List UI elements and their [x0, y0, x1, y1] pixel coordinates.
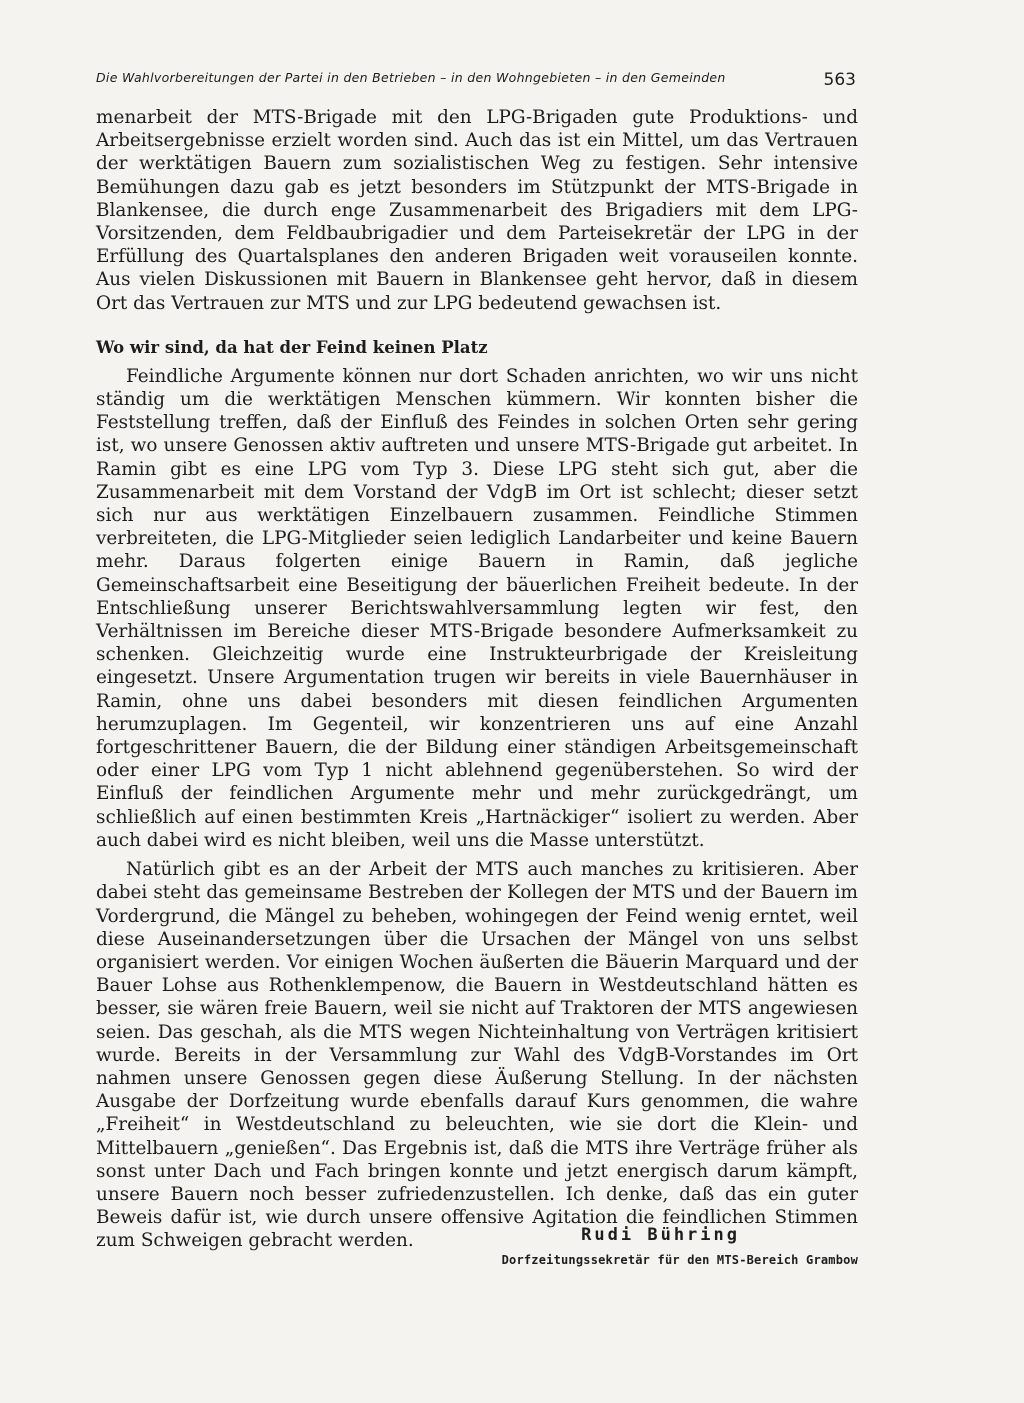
running-head-title: Die Wahlvorbereitungen der Partei in den Betrieben – in den Wohngebieten – in den Gemeinden — [96, 70, 726, 85]
paragraph-feindliche-argumente: Feindliche Argumente können nur dort Schaden anrichten, wo wir uns nicht ständig um die werktätigen Menschen kümmern. Wir konnten bisher die Feststellung treffen, daß der Einfluß des Feindes in solchen Orten sehr gering ist, wo unsere Genossen aktiv auftreten und unsere MTS-Brigade gut arbeitet. In Ramin gibt es eine LPG vom Typ 3. Diese LPG steht sich gut, aber die Zusammenarbeit mit dem Vorstand der VdgB im Ort ist schlecht; dieser setzt sich nur aus werktätigen Einzelbauern zusammen. Feindliche Stimmen verbreiteten, die LPG-Mitglieder seien lediglich Landarbeiter und keine Bauern mehr. Daraus folgerten einige Bauern in Ramin, daß jegliche Gemeinschaftsarbeit eine Beseitigung der bäuerlichen Freiheit bedeute. In der Entschließung unserer Berichtswahlversammlung legten wir fest, den Verhältnissen im Bereiche dieser MTS-Brigade besondere Aufmerksamkeit zu schenken. Gleichzeitig wurde eine Instrukteurbrigade der Kreisleitung eingesetzt. Unsere Argumentation trugen wir bereits in viele Bauernhäuser in Ramin, ohne uns dabei besonders mit diesen feindlichen Argumenten herumzuplagen. Im Gegenteil, wir konzentrieren uns auf eine Anzahl fortgeschrittener Bauern, die der Bildung einer ständigen Arbeitsgemeinschaft oder einer LPG vom Typ 1 nicht ablehnend gegenüberstehen. So wird der Einfluß der feindlichen Argumente mehr und mehr zurückgedrängt, um schließlich auf einen bestimmten Kreis „Hartnäckiger“ isoliert zu werden. Aber auch dabei wird es nicht bleiben, weil uns die Masse unterstützt. — [96, 365, 858, 851]
section-heading: Wo wir sind, da hat der Feind keinen Platz — [96, 337, 488, 357]
author-name: Rudi Bühring — [581, 1224, 740, 1245]
document-page — [96, 70, 858, 1313]
page-number: 563 — [823, 70, 856, 90]
paragraph-continued: menarbeit der MTS-Brigade mit den LPG-Brigaden gute Produktions- und Arbeitsergebnisse erzielt worden sind. Auch das ist ein Mittel, um das Vertrauen der werktätigen Bauern zum sozialistischen Weg zu festigen. Sehr intensive Bemühungen dazu gab es jetzt besonders im Stützpunkt der MTS-Brigade in Blankensee, die durch enge Zusammenarbeit des Brigadiers mit dem LPG-Vorsitzenden, dem Feldbaubrigadier und dem Parteisekretär der LPG in der Erfüllung des Quartalsplanes den anderen Brigaden weit vorauseilen konnte. Aus vielen Diskussionen mit Bauern in Blankensee geht hervor, daß in diesem Ort das Vertrauen zur MTS und zur LPG bedeutend gewachsen ist. — [96, 107, 858, 314]
paragraph-natuerlich: Natürlich gibt es an der Arbeit der MTS auch manches zu kritisieren. Aber dabei steht das gemeinsame Bestreben der Kollegen der MTS und der Bauern im Vordergrund, die Mängel zu beheben, wohingegen der Feind wenig erntet, weil diese Auseinandersetzungen über die Ursachen der Mängel von uns selbst organisiert werden. Vor einigen Wochen äußerten die Bäuerin Marquard und der Bauer Lohse aus Rothenklempenow, die Bauern in Westdeutschland hätten es besser, sie wären freie Bauern, weil sie nicht auf Traktoren der MTS angewiesen seien. Das geschah, als die MTS wegen Nichteinhaltung von Verträgen kritisiert wurde. Bereits in der Versammlung zur Wahl des VdgB-Vorstandes im Ort nahmen unsere Genossen gegen diese Äußerung Stellung. In der nächsten Ausgabe der Dorfzeitung wurde ebenfalls darauf Kurs genommen, die wahre „Freiheit“ in Westdeutschland zu beleuchten, wie sie dort die Klein- und Mittelbauern „genießen“. Das Ergebnis ist, daß die MTS ihre Verträge früher als sonst unter Dach und Fach bringen konnte und jetzt energisch darum kämpft, unsere Bauern noch besser zufriedenzustellen. Ich denke, daß das ein guter Beweis dafür ist, wie durch unsere offensive Agitation die feindlichen Stimmen zum Schweigen gebracht werden. — [96, 859, 858, 1252]
author-role: Dorfzeitungssekretär für den MTS-Bereich Grambow — [501, 1252, 858, 1267]
running-head — [96, 70, 858, 106]
signature-block — [96, 1224, 858, 1313]
